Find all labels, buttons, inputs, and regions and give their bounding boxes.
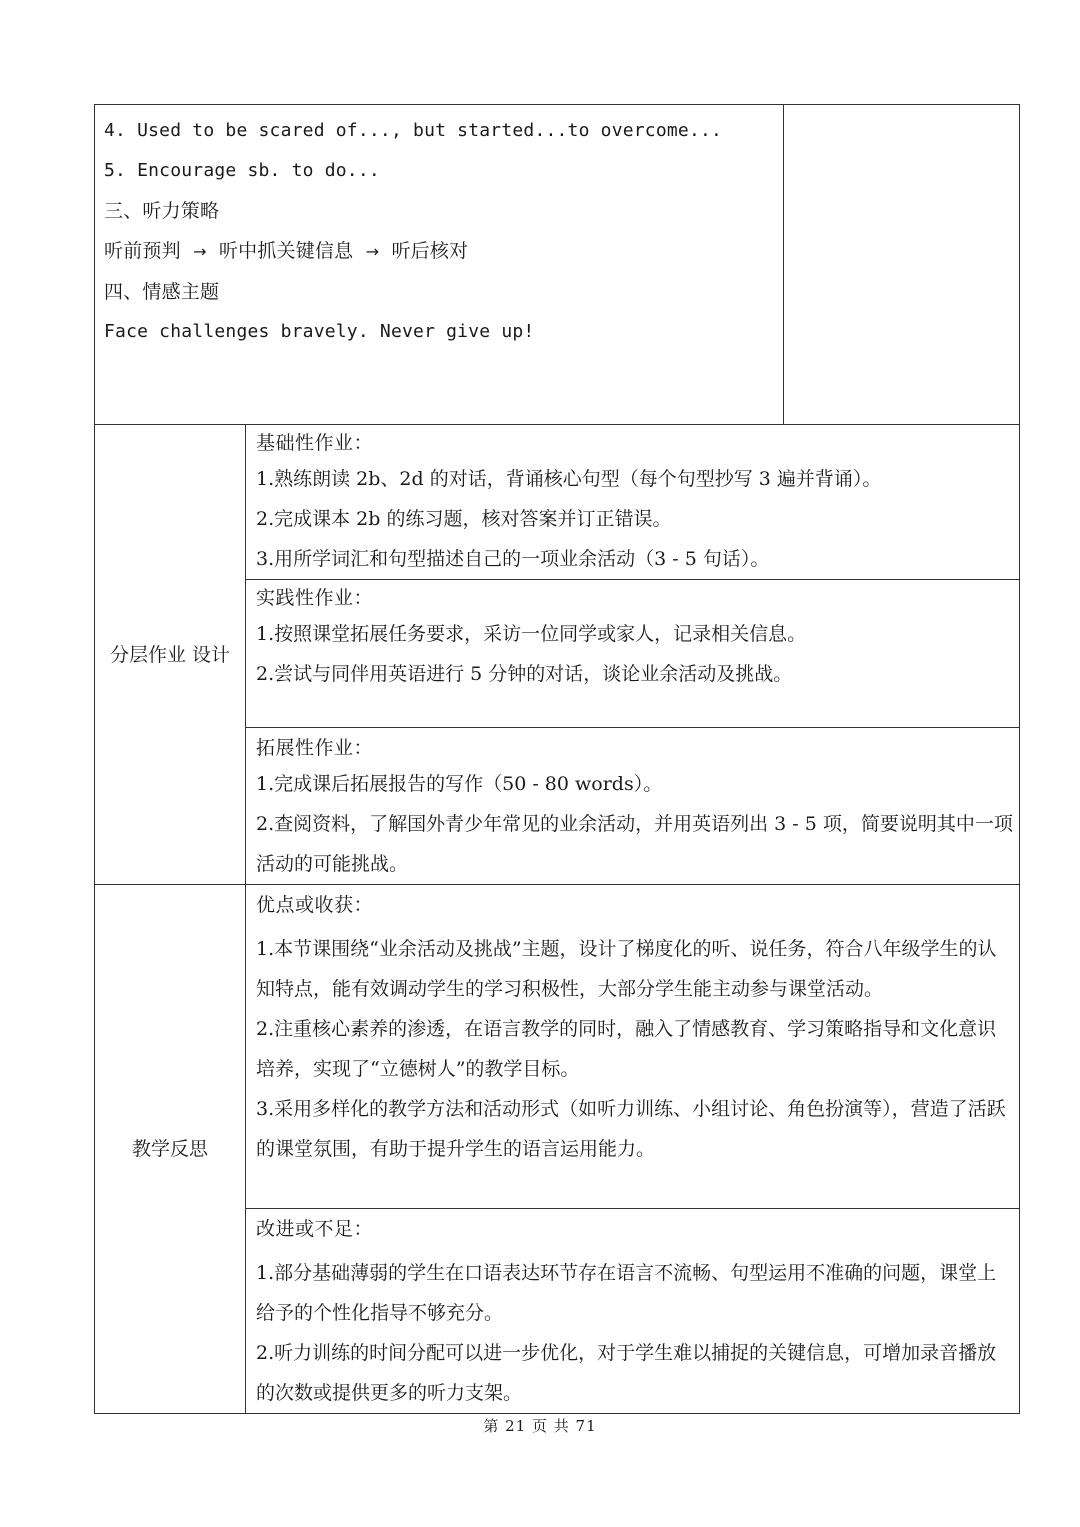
listening-strategy-heading: 三、听力策略	[104, 200, 220, 222]
strategy-step-1: 听前预判	[104, 240, 181, 262]
reflection-gains-cell	[246, 885, 1020, 1209]
lesson-plan-table	[94, 104, 1020, 1414]
side-blank-cell	[784, 105, 1020, 425]
homework-label: 分层作业 设计	[95, 425, 246, 885]
homework-basic-heading: 基础性作业：	[256, 432, 374, 454]
homework-practice-cell	[246, 580, 1020, 728]
page-number-footer: 第 21 页 共 71	[483, 1417, 597, 1435]
homework-basic-cell	[246, 425, 1020, 580]
board-design-cell	[95, 105, 784, 425]
homework-practice-item: 1.按照课堂拓展任务要求，采访一位同学或家人，记录相关信息。	[256, 623, 807, 645]
homework-extend-item: 2.查阅资料，了解国外青少年常见的业余活动，并用英语列出 3 - 5 项，简要说明其中一项活动的可能挑战。	[256, 813, 1013, 875]
homework-extend-cell	[246, 728, 1020, 885]
emotion-theme-heading: 四、情感主题	[104, 281, 220, 303]
arrow-right-icon: →	[193, 242, 207, 261]
reflection-improvements-cell	[246, 1209, 1020, 1414]
homework-basic-item: 1.熟练朗读 2b、2d 的对话，背诵核心句型（每个句型抄写 3 遍并背诵）。	[256, 468, 882, 490]
homework-basic-item: 2.完成课本 2b 的练习题，核对答案并订正错误。	[256, 508, 672, 530]
homework-basic-item: 3.用所学词汇和句型描述自己的一项业余活动（3 - 5 句话）。	[256, 548, 770, 570]
homework-practice-heading: 实践性作业：	[256, 587, 374, 609]
reflection-gains-row	[95, 885, 1020, 1209]
emotion-theme-text: Face challenges bravely. Never give up!	[104, 321, 535, 342]
reflection-gains-item: 2.注重核心素养的渗透，在语言教学的同时，融入了情感教育、学习策略指导和文化意识培养，实现了“立德树人”的教学目标。	[256, 1018, 997, 1080]
reflection-gains-item: 1.本节课围绕“业余活动及挑战”主题，设计了梯度化的听、说任务，符合八年级学生的认知特点，能有效调动学生的学习积极性，大部分学生能主动参与课堂活动。	[256, 938, 997, 1000]
homework-extend-heading: 拓展性作业：	[256, 737, 374, 759]
sentence-pattern-5: 5. Encourage sb. to do...	[104, 160, 380, 181]
reflection-gains-heading: 优点或收获：	[256, 894, 374, 916]
homework-basic-row	[95, 425, 1020, 580]
homework-extend-item: 1.完成课后拓展报告的写作（50 - 80 words）。	[256, 773, 663, 795]
reflection-gains-item: 3.采用多样化的教学方法和活动形式（如听力训练、小组讨论、角色扮演等），营造了活跃的课堂氛围，有助于提升学生的语言运用能力。	[256, 1098, 1006, 1160]
reflection-improvements-item: 1.部分基础薄弱的学生在口语表达环节存在语言不流畅、句型运用不准确的问题，课堂上给予的个性化指导不够充分。	[256, 1262, 997, 1324]
reflection-improvements-item: 2.听力训练的时间分配可以进一步优化，对于学生难以捕捉的关键信息，可增加录音播放的次数或提供更多的听力支架。	[256, 1342, 997, 1404]
listening-strategy-flow	[104, 231, 783, 272]
strategy-step-2: 听中抓关键信息	[218, 240, 354, 262]
reflection-label: 教学反思	[95, 885, 246, 1414]
homework-practice-item: 2.尝试与同伴用英语进行 5 分钟的对话，谈论业余活动及挑战。	[256, 663, 793, 685]
reflection-improvements-heading: 改进或不足：	[256, 1218, 374, 1240]
sentence-pattern-4: 4. Used to be scared of..., but started...to overcome...	[104, 120, 723, 141]
arrow-right-icon: →	[365, 242, 380, 261]
strategy-step-3: 听后核对	[391, 240, 469, 262]
board-design-row	[95, 105, 1020, 425]
